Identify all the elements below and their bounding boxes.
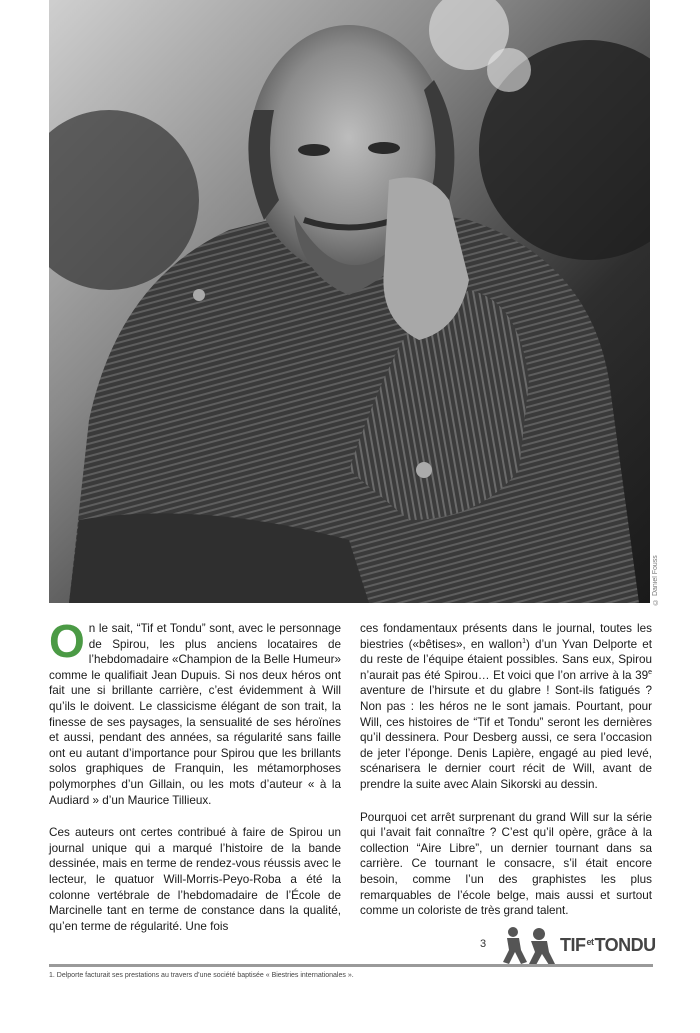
- ordinal-superscript: e: [648, 668, 652, 676]
- footnote: 1. Delporte facturait ses prestations au travers d’une société baptisée « Biestries internationales ».: [49, 972, 354, 979]
- paragraph-text: n le sait, “Tif et Tondu” sont, avec le personnage de Spirou, les plus anciens locataires de l’hebdomadaire «Champion de la Belle Humeur» comme le qualifiait Jean Dupuis. Si nos deux héros ont fait une si brillante carrière, c’est évidemment à Will qu’ils le doivent. Le classicisme élégant de son trait, la finesse de ses paysages, la sensualité de ses héroïnes et aussi, pendant des années, sa régularité sans faille ont eu autant d’importance pour Spirou que les brillants solos graphiques de Franquin, les métamorphoses polymorphes d’un Gillain, ou les mots d’auteur « à la Audiard » d’un Maurice Tillieux.: [49, 622, 341, 807]
- article-column-right: [360, 621, 652, 936]
- article-paragraph: Pourquoi cet arrêt surprenant du grand Will sur la série qui l’avait fait connaître ? C’est qu’il opère, grâce à la collection “Aire Libre”, un dernier tournant dans sa carrière. Ce tournant le consacre, s’il était encore besoin, comme l’un des graphistes les plus remarquables de l’école belge, mais aussi et surtout comme un coloriste de très grand talent.: [360, 810, 652, 918]
- page-number: 3: [480, 938, 487, 950]
- paragraph-text: ) d’un Yvan Delporte et du reste de l’équipe étaient possibles. Sans eux, Spirou n’aurait pas été Spirou… Et voici que l’on arrive à la 39: [360, 637, 652, 682]
- logo-word-tif: TIF: [560, 935, 586, 955]
- article-paragraph: [49, 615, 341, 808]
- article-paragraph: [360, 621, 652, 793]
- footer-divider: [49, 964, 653, 967]
- drop-cap: O: [49, 615, 85, 667]
- paragraph-text: aventure de l’hirsute et du glabre ! Sont-ils fatigués ? Non pas : les héros ne le sont jamais. Pourtant, pour Will, ces histoires de “Tif et Tondu” seront les dernières qu’il dessinera. Pour Desberg aussi, ce sera l’occasion de jeter l’éponge. Denis Lapière, engagé au pied levé, scénarisera le dernier court récit de Will, avant de prendre la suite avec Alain Sikorski au dessin.: [360, 684, 652, 791]
- logo-word-tondu: TONDU: [594, 935, 656, 955]
- photo-illustration: [49, 0, 650, 603]
- article-paragraph: Ces auteurs ont certes contribué à faire de Spirou un journal unique qui a marqué l’histoire de la bande dessinée, mais en terme de rendez-vous réussis avec le lecteur, le quatuor Will-Morris-Peyo-Roba a été la colonne vertébrale de l’hebdomadaire de l’École de Marcinelle tant en terme de constance dans la qualité, qu’en terme de régularité. Une fois: [49, 826, 341, 933]
- logo-word-et: et: [586, 937, 594, 947]
- paragraph-text: ces fondamentaux présents dans le journal, toutes les biestries («bêtises», en wallon: [360, 622, 652, 651]
- photo-credit: © Daniel Fouss: [652, 555, 659, 605]
- portrait-photo: [49, 0, 650, 603]
- article-column-left: [49, 615, 341, 951]
- logo-title: [560, 935, 656, 956]
- footnote-ref: 1: [522, 637, 526, 645]
